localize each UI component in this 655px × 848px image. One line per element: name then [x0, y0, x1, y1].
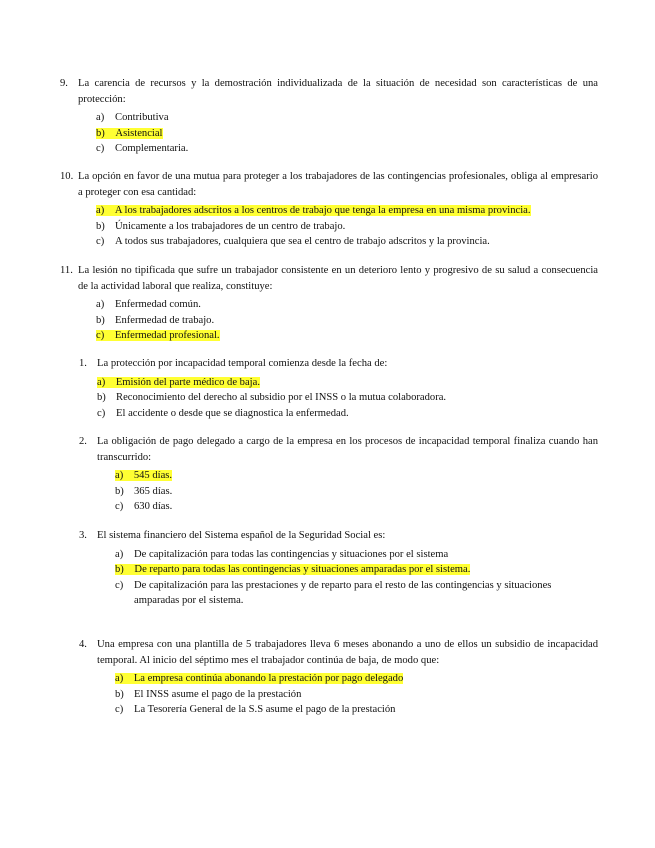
question-stem: La lesión no tipificada que sufre un trabajador consistente en un deterioro lento y progresivo de su salud a consecuencia de la actividad laboral que realiza, constituye: [78, 265, 598, 292]
question-stem: La obligación de pago delegado a cargo de la empresa en los procesos de incapacidad temporal finaliza cuando han transcurrido: [97, 436, 598, 463]
question-number: 4. [79, 639, 87, 650]
question-stem: El sistema financiero del Sistema español de la Seguridad Social es: [97, 530, 386, 541]
question-9 [60, 76, 598, 157]
option-b: b) Asistencial [96, 127, 163, 139]
question-stem: La opción en favor de una mutua para proteger a los trabajadores de las contingencias profesionales, obliga al empresario a proteger con esa cantidad: [78, 171, 598, 198]
question-1 [79, 356, 598, 421]
option-c: c) A todos sus trabajadores, cualquiera que sea el centro de trabajo adscritos y la provincia. [96, 236, 490, 248]
question-stem: La carencia de recursos y la demostración individualizada de la situación de necesidad son características de una protección: [78, 78, 598, 105]
option-b: b) De reparto para todas las contingencias y situaciones amparadas por el sistema. [115, 564, 471, 576]
question-number: 3. [79, 530, 87, 541]
question-number: 11. [60, 265, 73, 276]
option-b: b) El INSS asume el pago de la prestación [115, 688, 302, 700]
option-a: a) Emisión del parte médico de baja. [97, 376, 260, 388]
option-c: c) La Tesorería General de la S.S asume el pago de la prestación [115, 704, 396, 716]
question-stem: Una empresa con una plantilla de 5 trabajadores lleva 6 meses abonando a uno de ellos un subsidio de incapacidad temporal. Al inicio del séptimo mes el trabajador continúa de baja, de modo que: [97, 639, 598, 666]
question-11 [60, 263, 598, 344]
question-10 [60, 169, 598, 250]
option-a: a) A los trabajadores adscritos a los centros de trabajo que tenga la empresa en una misma provincia. [96, 205, 531, 217]
question-number: 9. [60, 78, 68, 89]
option-a: a) La empresa continúa abonando la prestación por pago delegado [115, 673, 404, 685]
option-b: b) Únicamente a los trabajadores de un centro de trabajo. [96, 220, 346, 232]
option-c: c) De capitalización para las prestaciones y de reparto para el resto de las contingencias y situaciones amparadas por el sistema. [115, 579, 552, 607]
option-a: a) Contributiva [96, 112, 169, 124]
question-3 [79, 528, 598, 609]
option-b: b) Reconocimiento del derecho al subsidio por el INSS o la mutua colaboradora. [97, 392, 447, 404]
question-number: 10. [60, 171, 74, 182]
option-c: c) El accidente o desde que se diagnostica la enfermedad. [97, 407, 349, 419]
option-a: a) De capitalización para todas las contingencias y situaciones por el sistema [115, 548, 449, 560]
option-b: b) Enfermedad de trabajo. [96, 314, 215, 326]
option-a: a) 545 días. [115, 470, 173, 482]
option-c: c) 630 días. [115, 501, 173, 513]
option-a: a) Enfermedad común. [96, 299, 201, 311]
question-number: 1. [79, 358, 87, 369]
question-4 [79, 637, 598, 718]
question-2 [79, 434, 598, 515]
option-c: c) Enfermedad profesional. [96, 330, 220, 342]
option-c: c) Complementaria. [96, 143, 189, 155]
question-number: 2. [79, 436, 87, 447]
option-b: b) 365 días. [115, 485, 173, 497]
question-stem: La protección por incapacidad temporal comienza desde la fecha de: [97, 358, 388, 369]
